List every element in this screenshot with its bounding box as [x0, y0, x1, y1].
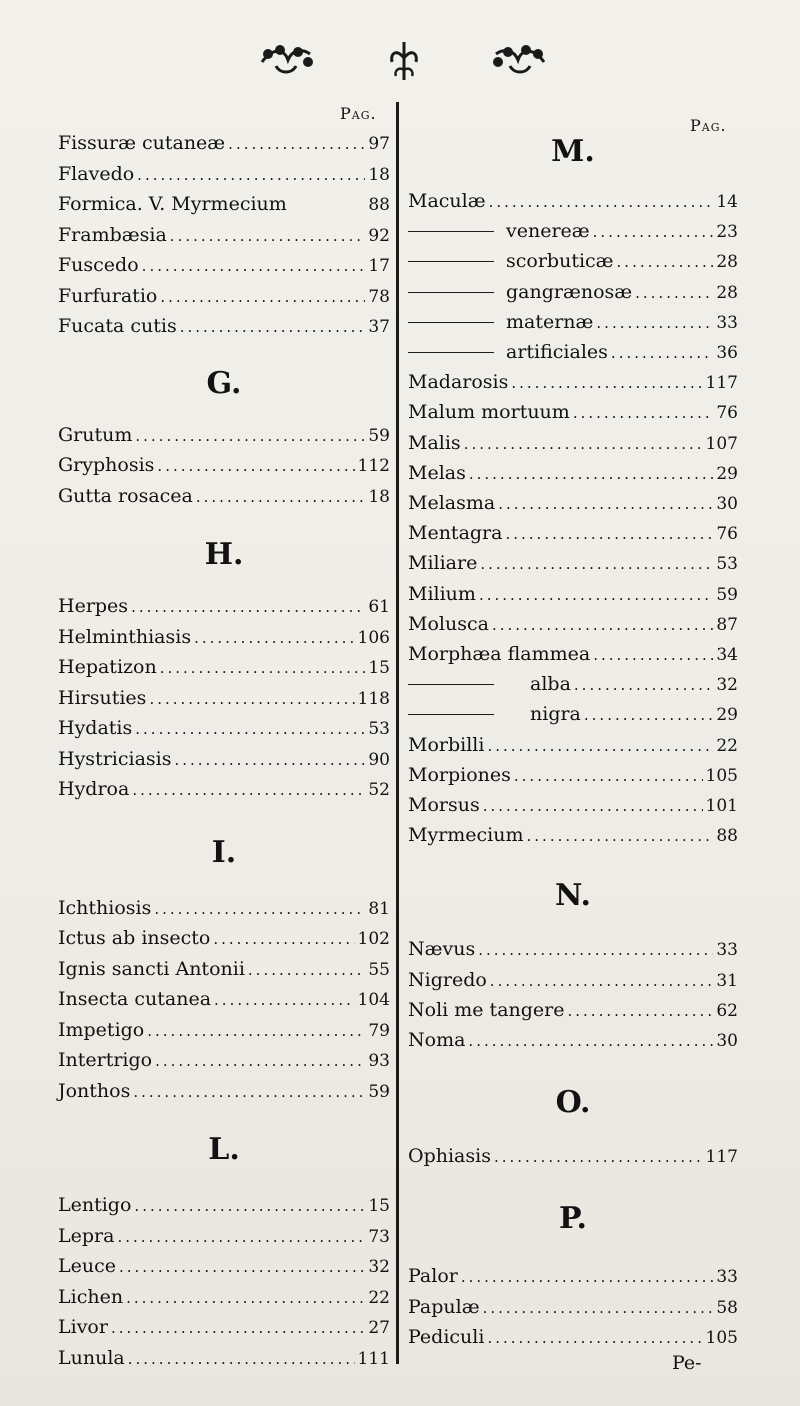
index-entry — [58, 163, 390, 193]
column-divider — [396, 102, 399, 1364]
entry-term: Malis — [408, 431, 461, 454]
dot-leader — [119, 1258, 365, 1276]
entry-page-number: 107 — [705, 433, 738, 454]
entry-page-number: 90 — [368, 749, 390, 770]
index-entry — [58, 1255, 390, 1285]
entry-term: Morpiones — [408, 763, 511, 786]
entry-page-number: 76 — [716, 524, 738, 545]
entry-page-number: 32 — [368, 1257, 390, 1277]
entry-term: Ichthiosis — [58, 896, 152, 919]
index-entry — [58, 254, 390, 284]
entry-page-number: 97 — [368, 134, 390, 154]
entry-page-number: 15 — [368, 1196, 390, 1216]
entry-page-number: 62 — [716, 1000, 738, 1021]
entry-page-number: 33 — [716, 940, 738, 961]
entry-term: venereæ — [506, 220, 590, 243]
entry-page-number: 102 — [357, 929, 390, 949]
index-entry — [408, 371, 738, 401]
index-entry — [408, 1029, 738, 1059]
entry-page-number: 117 — [705, 1147, 738, 1168]
entry-page-number: 36 — [716, 343, 738, 363]
ditto-dash — [408, 322, 494, 323]
entry-page-number: 22 — [368, 1287, 390, 1308]
entry-page-number: 73 — [368, 1226, 390, 1247]
dot-leader — [126, 1289, 365, 1307]
entry-term: Myrmecium — [408, 824, 524, 847]
dot-leader — [461, 1268, 714, 1286]
page-reference-header-right: Pag. — [690, 116, 727, 135]
entry-term: Ictus ab insecto — [58, 927, 211, 949]
entry-term: Intertrigo — [58, 1049, 153, 1071]
dot-leader — [117, 1228, 365, 1246]
dot-leader — [111, 1319, 365, 1337]
index-entry — [58, 595, 390, 625]
index-entry — [408, 1145, 738, 1175]
entry-term: gangrænosæ — [506, 280, 633, 303]
dot-leader — [479, 586, 713, 604]
entry-term: Gryphosis — [58, 454, 155, 476]
entry-page-number: 29 — [716, 705, 738, 726]
index-entry — [58, 454, 390, 484]
entry-page-number: 55 — [368, 959, 390, 980]
entry-page-number: 28 — [716, 252, 738, 273]
entry-term: Mentagra — [408, 522, 503, 545]
dot-leader — [593, 223, 714, 241]
entry-term: Madarosis — [408, 371, 509, 394]
dot-leader — [498, 495, 713, 513]
index-entry — [58, 1019, 390, 1049]
index-entry — [58, 132, 390, 162]
index-entry — [58, 1316, 390, 1346]
dot-leader — [527, 827, 714, 845]
entry-term: Melasma — [408, 492, 496, 514]
dot-leader — [213, 930, 354, 948]
dot-leader — [131, 598, 365, 616]
index-entry — [408, 522, 738, 552]
index-entry — [408, 1265, 738, 1295]
entry-term: Fissuræ cutaneæ — [58, 132, 226, 154]
entry-page-number: 112 — [357, 456, 390, 476]
entry-term: Livor — [58, 1316, 108, 1338]
entry-page-number: 31 — [716, 970, 738, 991]
section-letter-heading: M. — [551, 134, 595, 169]
dot-leader — [196, 488, 365, 506]
index-entry — [408, 794, 738, 824]
entry-term: artificiales — [506, 341, 608, 363]
entry-page-number: 59 — [368, 425, 390, 446]
entry-term: Ignis sancti Antonii — [58, 957, 245, 980]
section-letter-heading: L. — [208, 1132, 240, 1167]
entry-term: Frambæsia — [58, 223, 167, 246]
entry-term: alba — [530, 673, 571, 696]
entry-term: Milium — [408, 582, 476, 605]
dot-leader — [128, 1350, 355, 1368]
index-entry — [58, 687, 390, 717]
entry-term: Noma — [408, 1029, 466, 1051]
entry-term: Lepra — [58, 1224, 115, 1247]
dot-leader — [596, 314, 713, 332]
index-entry — [58, 1194, 390, 1224]
dot-leader — [487, 737, 713, 755]
index-entry — [58, 626, 390, 656]
entry-page-number: 33 — [716, 1267, 738, 1288]
entry-page-number: 28 — [716, 282, 738, 303]
section-letter-heading: P. — [558, 1201, 588, 1237]
index-entry — [58, 656, 390, 686]
entry-page-number: 59 — [368, 1081, 390, 1102]
index-entry — [408, 734, 738, 764]
index-entry — [408, 190, 738, 220]
entry-page-number: 53 — [716, 554, 738, 575]
entry-term: maternæ — [506, 310, 594, 333]
entry-page-number: 29 — [716, 463, 738, 484]
dot-leader — [617, 253, 714, 271]
index-entry — [408, 583, 738, 613]
entry-term: Morsus — [408, 794, 480, 816]
dot-leader — [154, 900, 365, 918]
entry-term: Grutum — [58, 423, 133, 446]
entry-term: Hydatis — [58, 717, 133, 739]
index-entry — [58, 285, 390, 315]
index-entry — [408, 401, 738, 431]
dot-leader — [180, 318, 366, 336]
entry-page-number: 30 — [716, 494, 738, 514]
entry-page-number: 30 — [716, 1031, 738, 1051]
entry-page-number: 27 — [368, 1318, 390, 1338]
entry-term: Gutta rosacea — [58, 484, 193, 507]
entry-term: scorbuticæ — [506, 250, 614, 273]
index-subentry — [408, 281, 738, 311]
entry-page-number: 18 — [368, 164, 390, 185]
dot-leader — [483, 1299, 714, 1317]
section-letter-heading: I. — [211, 834, 237, 870]
entry-term: Ophiasis — [408, 1145, 491, 1168]
entry-page-number: 79 — [368, 1020, 390, 1041]
index-entry — [408, 938, 738, 968]
entry-term: Papulæ — [408, 1295, 480, 1318]
index-entry — [408, 462, 738, 492]
entry-term: Molusca — [408, 612, 489, 635]
dot-leader — [635, 284, 713, 302]
section-letter-heading: H. — [204, 537, 244, 572]
dot-leader — [487, 1329, 702, 1347]
entry-page-number: 88 — [368, 195, 390, 215]
index-entry — [58, 1286, 390, 1316]
dot-leader — [489, 193, 714, 211]
entry-page-number: 52 — [368, 780, 390, 800]
section-letter-heading: G. — [206, 365, 242, 401]
entry-page-number: 17 — [368, 256, 390, 276]
entry-term: Impetigo — [58, 1018, 145, 1041]
entry-page-number: 32 — [716, 675, 738, 696]
dot-leader — [505, 525, 713, 543]
entry-term: Fucata cutis — [58, 315, 177, 337]
entry-page-number: 58 — [716, 1297, 738, 1318]
index-entry — [58, 1347, 390, 1377]
index-subentry — [408, 250, 738, 280]
dot-leader — [574, 676, 713, 694]
dot-leader — [149, 690, 354, 708]
dot-leader — [573, 404, 714, 422]
dot-leader — [135, 427, 365, 445]
dot-leader — [228, 135, 365, 153]
index-entry — [408, 552, 738, 582]
entry-page-number: 81 — [368, 898, 390, 919]
entry-term: Morphæa flammea — [408, 643, 591, 665]
index-entry — [408, 969, 738, 999]
fleuron-right-icon — [492, 40, 548, 80]
entry-page-number: 34 — [716, 645, 738, 665]
entry-term: Palor — [408, 1265, 458, 1288]
dot-leader — [468, 1032, 713, 1050]
index-entry — [408, 613, 738, 643]
dot-leader — [160, 659, 366, 677]
entry-term: Jonthos — [58, 1079, 131, 1102]
entry-page-number: 92 — [368, 225, 390, 246]
index-subentry — [408, 673, 738, 703]
entry-page-number: 88 — [716, 826, 738, 847]
dot-leader — [514, 767, 703, 785]
index-entry — [408, 824, 738, 854]
dot-leader — [214, 991, 355, 1009]
index-entry — [58, 927, 390, 957]
dot-leader — [174, 751, 365, 769]
dot-leader — [155, 1052, 365, 1070]
entry-term: Leuce — [58, 1255, 116, 1277]
index-entry — [408, 492, 738, 522]
dot-leader — [611, 344, 713, 362]
entry-term: Melas — [408, 461, 466, 484]
section-letter-heading: O. — [555, 1085, 591, 1121]
entry-term: Hirsuties — [58, 686, 147, 709]
entry-page-number: 22 — [716, 735, 738, 756]
entry-term: Malum mortuum — [408, 401, 570, 424]
entry-page-number: 111 — [357, 1348, 390, 1369]
entry-page-number: 76 — [716, 403, 738, 424]
dot-leader — [478, 941, 713, 959]
dot-leader — [160, 288, 365, 306]
entry-page-number: 101 — [705, 796, 738, 816]
index-entry — [58, 424, 390, 454]
entry-page-number: 18 — [368, 486, 390, 507]
index-entry — [408, 764, 738, 794]
entry-term: Noli me tangere — [408, 998, 565, 1021]
entry-page-number: 87 — [716, 614, 738, 635]
index-entry — [408, 643, 738, 673]
dot-leader — [170, 227, 366, 245]
dot-leader — [194, 629, 354, 647]
index-entry — [408, 432, 738, 462]
entry-term: Morbilli — [408, 733, 485, 756]
entry-term: Lichen — [58, 1285, 124, 1308]
section-letter-heading: N. — [555, 878, 591, 914]
index-entry — [58, 748, 390, 778]
dot-leader — [492, 616, 713, 634]
index-entry — [58, 315, 390, 345]
index-entry — [58, 224, 390, 254]
entry-term: Nævus — [408, 938, 476, 961]
catchword: Pe- — [672, 1352, 702, 1374]
entry-page-number: 106 — [357, 627, 390, 648]
entry-page-number: 93 — [368, 1051, 390, 1071]
ditto-dash — [408, 261, 494, 262]
dot-leader — [248, 961, 365, 979]
dot-leader — [157, 457, 354, 475]
dot-leader — [137, 166, 365, 184]
entry-page-number: 105 — [705, 1327, 738, 1348]
index-subentry — [408, 341, 738, 371]
entry-term: nigra — [530, 703, 581, 726]
index-entry — [58, 778, 390, 808]
entry-term: Fuscedo — [58, 254, 139, 276]
dot-leader — [490, 972, 714, 990]
dot-leader — [142, 257, 366, 275]
entry-page-number: 15 — [368, 658, 390, 678]
entry-page-number: 61 — [368, 597, 390, 617]
index-entry — [58, 1080, 390, 1110]
index-entry — [408, 999, 738, 1029]
ditto-dash — [408, 231, 494, 232]
fleuron-center-icon — [386, 40, 422, 82]
entry-term: Nigredo — [408, 968, 487, 991]
index-entry — [58, 958, 390, 988]
page-reference-header-left: Pag. — [340, 104, 377, 123]
entry-page-number: 117 — [705, 373, 738, 394]
dot-leader — [511, 374, 702, 392]
dot-leader — [483, 797, 703, 815]
entry-term: Herpes — [58, 595, 129, 617]
entry-term: Hystriciasis — [58, 747, 172, 770]
index-entry — [58, 897, 390, 927]
index-entry — [408, 1296, 738, 1326]
dot-leader — [469, 465, 714, 483]
dot-leader — [135, 720, 365, 738]
entry-page-number: 23 — [716, 222, 738, 243]
entry-page-number: 118 — [357, 688, 390, 709]
dot-leader — [132, 781, 365, 799]
dot-leader — [584, 706, 713, 724]
entry-page-number: 33 — [716, 312, 738, 333]
ditto-dash — [408, 292, 494, 293]
ditto-dash — [408, 684, 494, 685]
index-entry — [58, 717, 390, 747]
entry-term: Miliare — [408, 552, 478, 575]
dot-leader — [568, 1002, 714, 1020]
dot-leader — [134, 1197, 365, 1215]
ditto-dash — [408, 714, 494, 715]
dot-leader — [480, 555, 713, 573]
index-subentry — [408, 220, 738, 250]
dot-leader — [494, 1148, 703, 1166]
dot-leader — [133, 1083, 365, 1101]
entry-term: Helminthiasis — [58, 625, 192, 648]
index-subentry — [408, 311, 738, 341]
dot-leader — [593, 646, 713, 664]
index-subentry — [408, 703, 738, 733]
entry-term: Flavedo — [58, 162, 135, 185]
entry-term: Formica. V. Myrmecium — [58, 193, 287, 215]
entry-term: Pediculi — [408, 1325, 485, 1348]
entry-page-number: 37 — [368, 317, 390, 337]
entry-term: Lentigo — [58, 1194, 132, 1216]
entry-page-number: 14 — [716, 192, 738, 212]
entry-page-number: 105 — [705, 765, 738, 786]
dot-leader — [464, 435, 703, 453]
entry-term: Hepatizon — [58, 656, 157, 678]
entry-term: Insecta cutanea — [58, 988, 212, 1010]
entry-page-number: 104 — [357, 990, 390, 1010]
index-entry — [58, 193, 390, 223]
entry-term: Lunula — [58, 1346, 125, 1369]
ditto-dash — [408, 352, 494, 353]
entry-term: Maculæ — [408, 190, 486, 212]
index-entry — [58, 1049, 390, 1079]
entry-term: Furfuratio — [58, 284, 158, 307]
fleuron-left-icon — [258, 40, 314, 80]
index-entry — [58, 485, 390, 515]
index-entry — [58, 1225, 390, 1255]
dot-leader — [147, 1022, 365, 1040]
entry-page-number: 59 — [716, 584, 738, 605]
entry-page-number: 53 — [368, 719, 390, 739]
entry-page-number: 78 — [368, 286, 390, 307]
entry-term: Hydroa — [58, 778, 130, 800]
index-entry — [58, 988, 390, 1018]
